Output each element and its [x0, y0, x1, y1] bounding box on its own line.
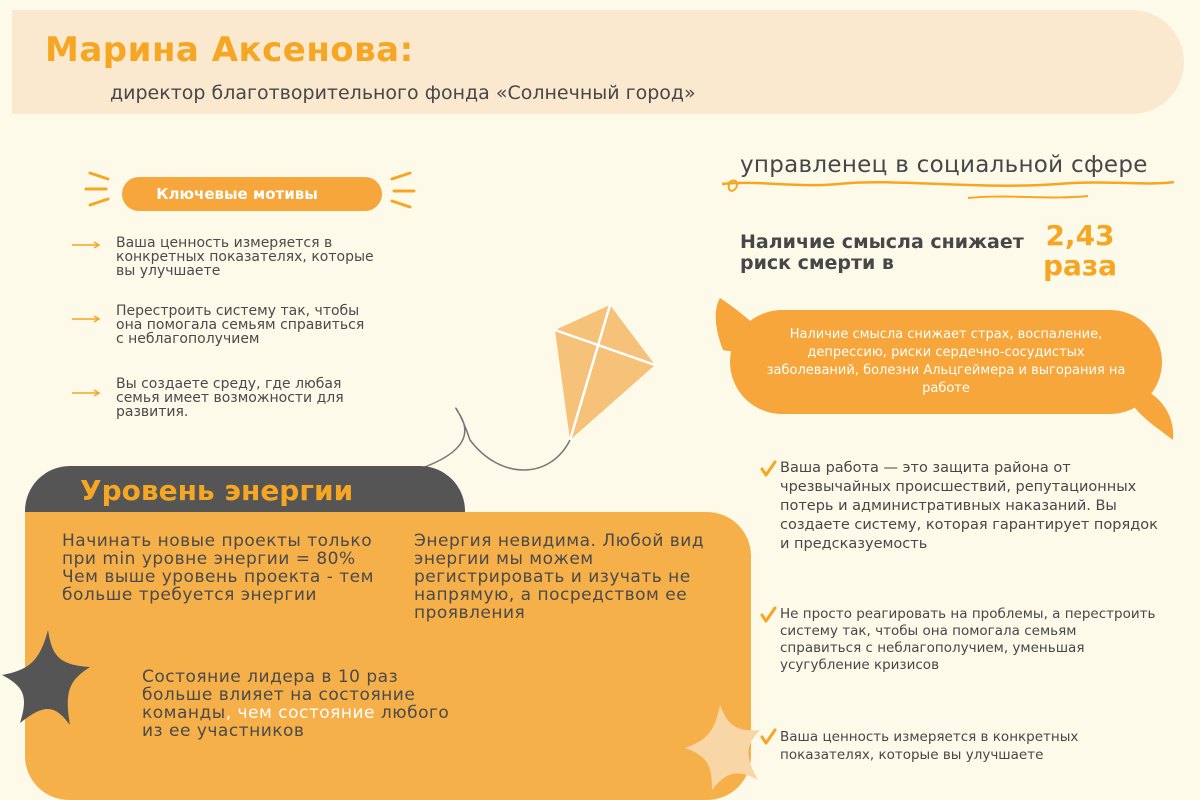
checkmark-icon [760, 606, 778, 624]
starfish-light-icon [680, 700, 790, 800]
energy-block-1 [62, 532, 382, 604]
motive-item: Ваша ценность измеряется в конкретных показателях, которые вы улучшаете [116, 235, 374, 279]
bullet-item: Ваша ценность измеряется в конкретных показателях, которые вы улучшаете [780, 729, 1079, 763]
motive-item: Вы создаете среду, где любая семья имеет возможности для развития. [116, 376, 344, 420]
energy-block-3 [142, 668, 462, 740]
motives-title: Ключевые мотивы [122, 177, 382, 211]
arrow-right-icon [72, 388, 102, 398]
energy-block-2: Энергия невидима. Любой вид энергии мы можем регистрировать и изучать не напрямую, а посредством ее проявления [414, 531, 705, 623]
page-title: Марина Аксенова: [45, 30, 414, 70]
energy-leader-highlight: , чем состояние [225, 703, 375, 723]
stat-value: 2,43 [1045, 219, 1115, 252]
bullet-item: Не просто реагировать на проблемы, а перестроить систему так, чтобы она помогала семьям справиться с неблагополучием, уменьшая усугубление кризисов [780, 606, 1156, 673]
meaning-statement: Наличие смысла снижает риск смерти в [740, 231, 1024, 274]
energy-leader-text: Состояние лидера в 10 раз больше влияет на состояние команды [142, 667, 416, 723]
energy-title: Уровень энергии [80, 474, 354, 507]
checkmark-icon [760, 460, 778, 478]
energy-rule-1: Начинать новые проекты только при min уровне энергии = 80% [62, 531, 373, 569]
stat-unit: раза [1042, 249, 1118, 282]
arrow-right-icon [72, 314, 102, 324]
scribble-underline [718, 176, 1178, 206]
energy-leader-text-end: любого из ее участников [142, 703, 450, 741]
bullet-item: Ваша работа — это защита района от чрезвычайных происшествий, репутационных потерь и административных наказаний. Вы создаете систему, которая гарантирует порядок и предсказуемость [780, 460, 1158, 552]
role-title: управленец в социальной сфере [740, 152, 1148, 178]
starfish-dark-icon [0, 625, 100, 735]
arrow-right-icon [72, 240, 102, 250]
page-subtitle: директор благотворительного фонда «Солнечный город» [110, 82, 696, 104]
motive-item: Перестроить систему так, чтобы она помогала семьям справиться с неблагополучием [116, 303, 365, 347]
energy-rule-2: Чем выше уровень проекта - тем больше требуется энергии [62, 567, 374, 605]
meaning-card: Наличие смысла снижает страх, воспаление, депрессию, риски сердечно-сосудистых заболеваний, болезни Альцгеймера и выгорания на работе [730, 310, 1162, 414]
